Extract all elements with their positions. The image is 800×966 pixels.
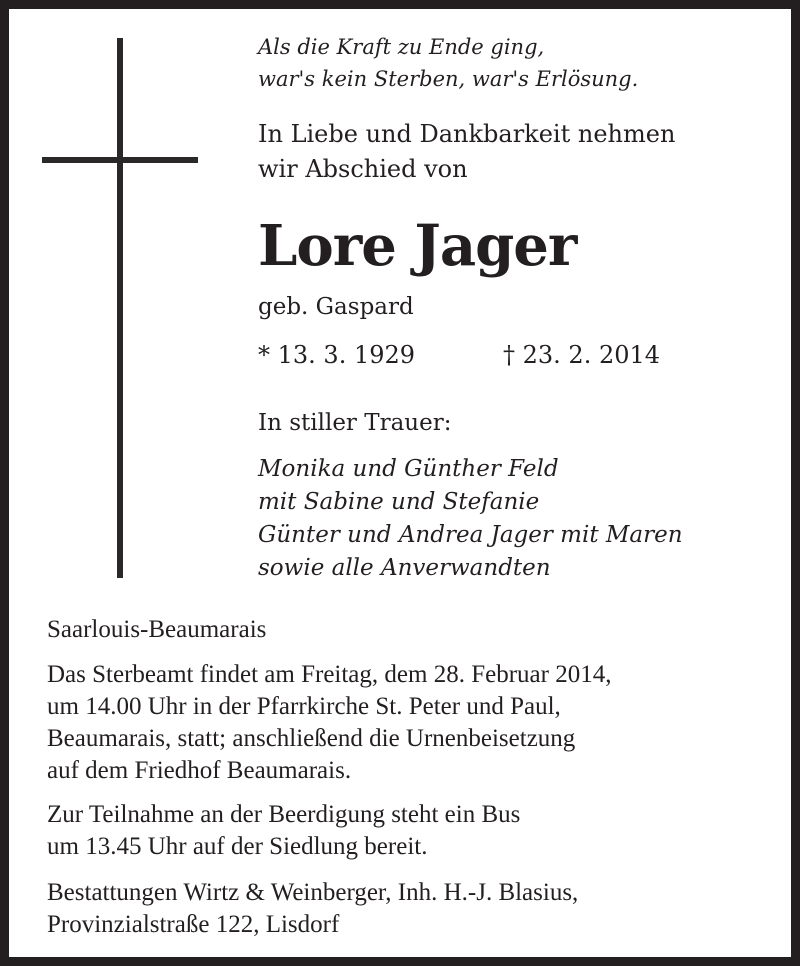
- funeral-home-paragraph: [47, 877, 578, 941]
- deceased-name: Lore Jager: [258, 213, 577, 279]
- intro-line: In Liebe und Dankbarkeit nehmen: [258, 120, 676, 148]
- cross-vertical-bar: [117, 38, 123, 578]
- motto: [258, 31, 638, 95]
- maiden-name: geb. Gaspard: [258, 294, 414, 320]
- funeral-service-paragraph: [47, 659, 611, 787]
- paragraph-line: um 13.45 Uhr auf der Siedlung bereit.: [47, 833, 428, 860]
- motto-line: war's kein Sterben, war's Erlösung.: [258, 67, 639, 91]
- mourning-label: In stiller Trauer:: [258, 410, 452, 436]
- paragraph-line: Bestattungen Wirtz & Weinberger, Inh. H.-J. Blasius,: [47, 879, 579, 906]
- mourner-line: mit Sabine und Stefanie: [258, 489, 540, 515]
- paragraph-line: Das Sterbeamt findet am Freitag, dem 28. Februar 2014,: [47, 661, 612, 688]
- death-date: † 23. 2. 2014: [503, 341, 661, 369]
- paragraph-line: Beaumarais, statt; anschließend die Urnenbeisetzung: [47, 725, 576, 752]
- mourners-list: [258, 453, 683, 585]
- mourner-line: sowie alle Anverwandten: [258, 555, 551, 581]
- birth-date: * 13. 3. 1929: [258, 341, 416, 369]
- obituary-card: [9, 9, 791, 957]
- paragraph-line: Provinzialstraße 122, Lisdorf: [47, 911, 340, 938]
- intro-text: [258, 117, 675, 187]
- mourner-line: Günter und Andrea Jager mit Maren: [258, 522, 683, 548]
- mourner-line: Monika und Günther Feld: [258, 456, 559, 482]
- paragraph-line: auf dem Friedhof Beaumarais.: [47, 757, 352, 784]
- paragraph-line: Zur Teilnahme an der Beerdigung steht ein Bus: [47, 801, 521, 828]
- cross-horizontal-bar: [42, 157, 198, 163]
- bus-info-paragraph: [47, 799, 520, 863]
- place-name: Saarlouis-Beaumarais: [47, 616, 267, 643]
- motto-line: Als die Kraft zu Ende ging,: [258, 35, 545, 59]
- paragraph-line: um 14.00 Uhr in der Pfarrkirche St. Peter und Paul,: [47, 693, 561, 720]
- intro-line: wir Abschied von: [258, 155, 468, 183]
